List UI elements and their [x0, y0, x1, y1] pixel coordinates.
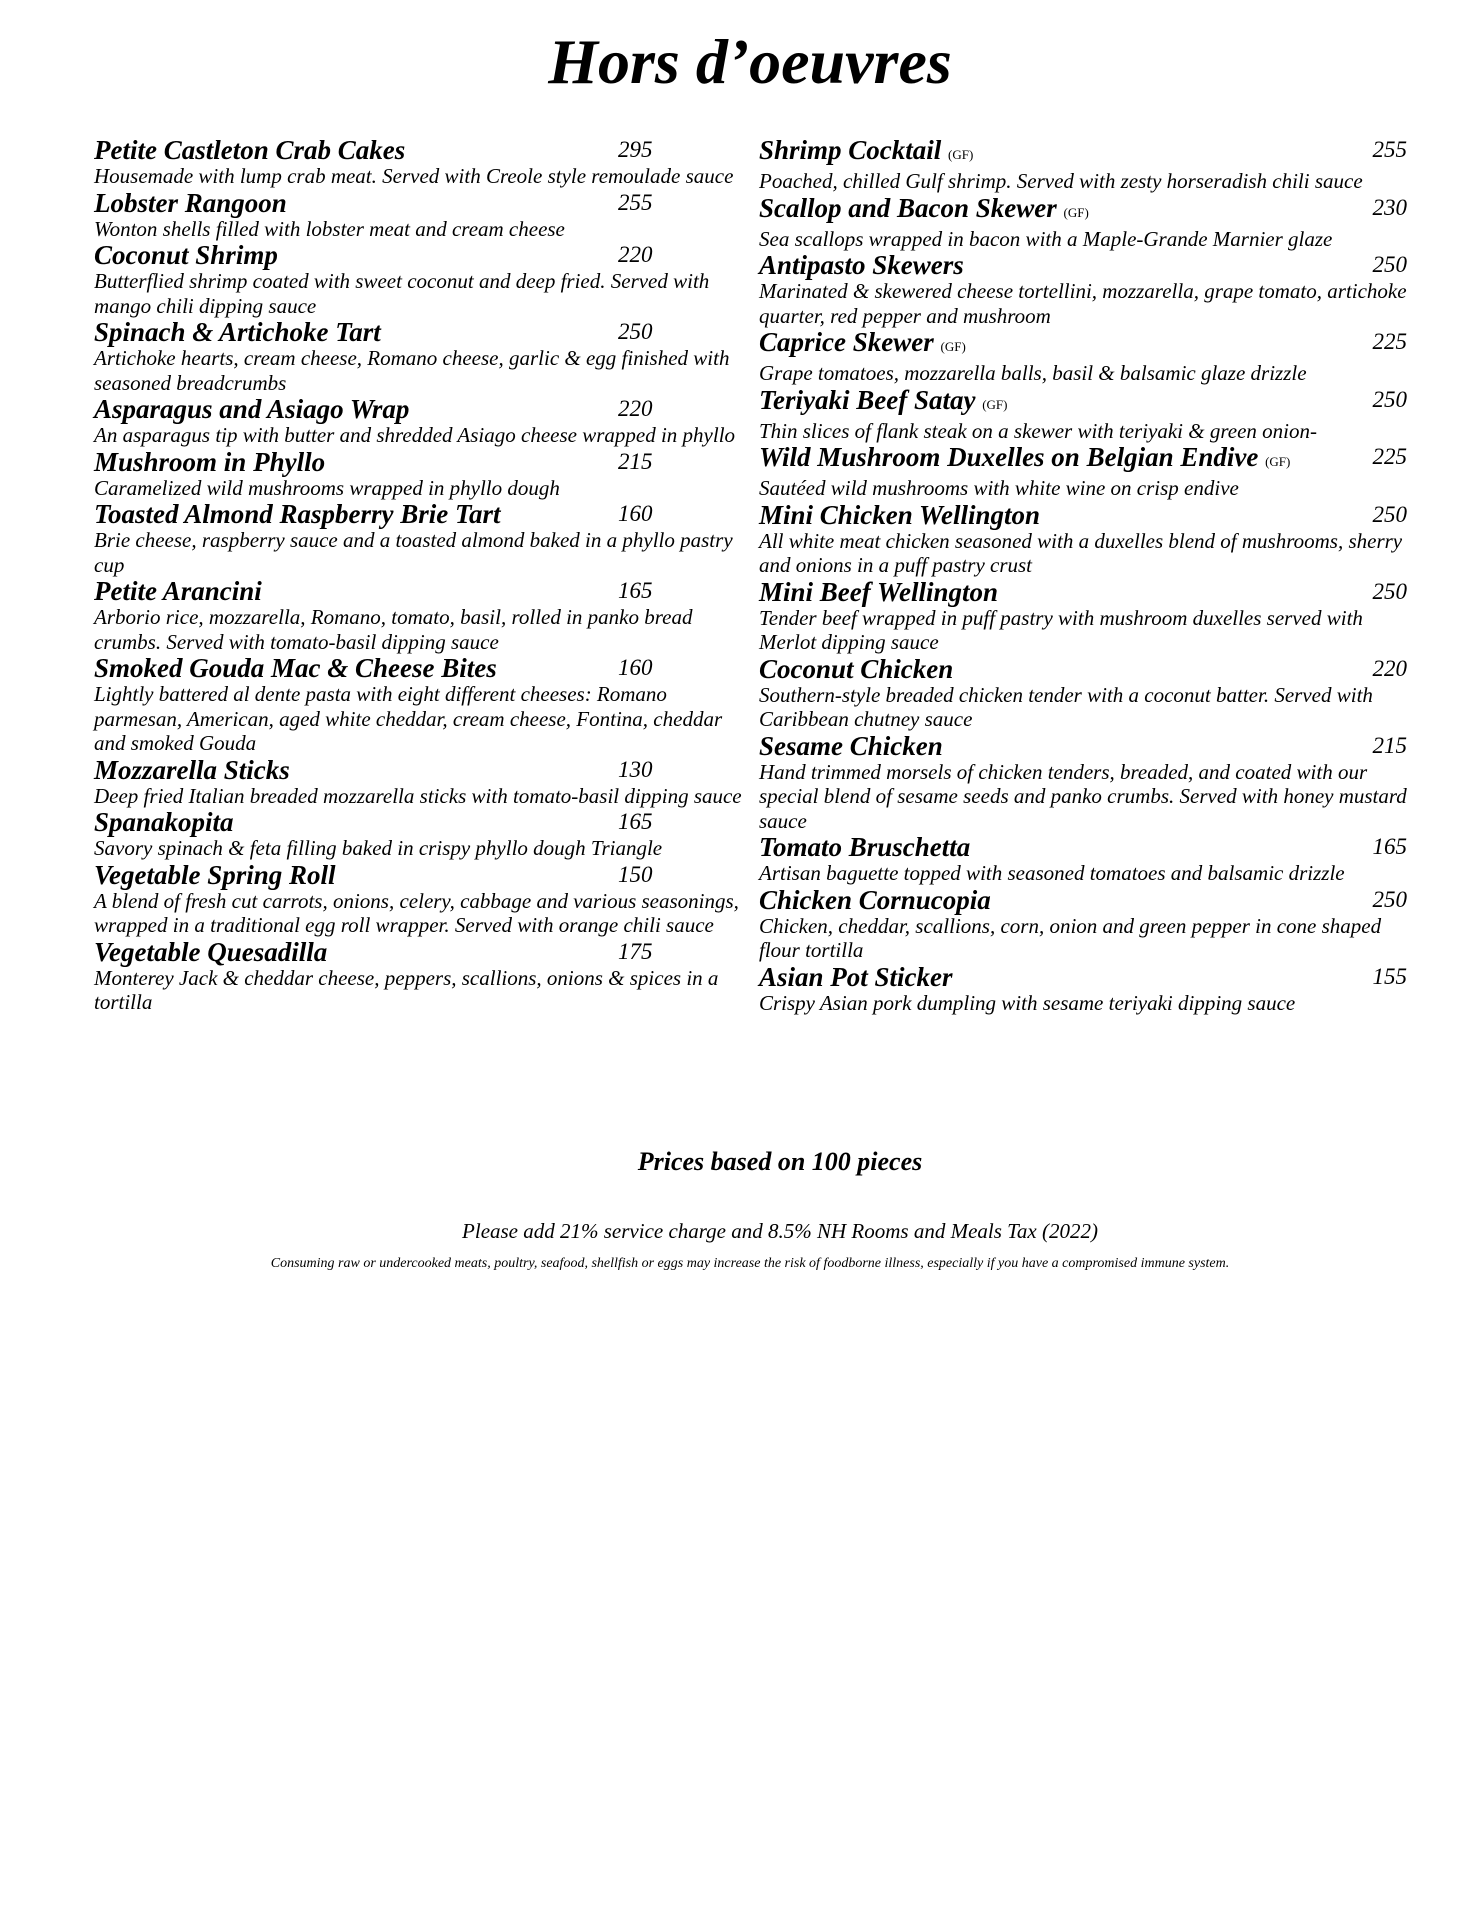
- menu-item-header: [94, 654, 744, 682]
- menu-item-price: 220: [1372, 655, 1407, 681]
- menu-item-description: Deep fried Italian breaded mozzarella sticks with tomato-basil dipping sauce: [94, 783, 742, 808]
- menu-item-price: 165: [618, 809, 653, 834]
- menu-item: [759, 732, 1407, 834]
- menu-item-description: Housemade with lump crab meat. Served with Creole style remoulade sauce: [94, 164, 734, 188]
- menu-item-description: Grape tomatoes, mozzarella balls, basil & balsamic glaze drizzle: [759, 361, 1307, 385]
- menu-item-price: 255: [618, 189, 653, 215]
- menu-item-description: Thin slices of flank steak on a skewer with teriyaki & green onion-: [759, 418, 1317, 443]
- menu-item-price: 165: [618, 578, 653, 603]
- menu-item: [759, 833, 1407, 886]
- menu-item-name: Lobster Rangoon: [94, 187, 287, 218]
- menu-item-description: Monterey Jack & cheddar cheese, peppers, scallions, onions & spices in a tortilla: [94, 965, 719, 1014]
- menu-item-name: Chicken Cornucopia: [759, 884, 991, 915]
- menu-item-price: 250: [618, 319, 653, 344]
- menu-item-header: [94, 756, 744, 784]
- menu-item-header: [94, 808, 744, 836]
- menu-item-header: [759, 443, 1407, 476]
- menu-item-header: [759, 655, 1407, 683]
- menu-item-header: [759, 833, 1407, 861]
- menu-item-price: 250: [1372, 886, 1407, 912]
- menu-item-description: All white meat chicken seasoned with a duxelles blend of mushrooms, sherry and onions in a puff pastry crust: [759, 528, 1403, 577]
- menu-item-description: Artisan baguette topped with seasoned tomatoes and balsamic drizzle: [759, 861, 1345, 885]
- menu-item-price: 255: [1372, 137, 1407, 162]
- menu-item-name: Sesame Chicken: [759, 730, 943, 761]
- menu-item-header: [94, 241, 744, 269]
- menu-item-header: [94, 861, 744, 889]
- menu-item-name: Shrimp Cocktail: [759, 135, 942, 165]
- menu-item-header: [94, 395, 744, 423]
- menu-item: [94, 756, 744, 809]
- menu-item-price: 220: [618, 242, 653, 267]
- menu-item-header: [759, 886, 1407, 914]
- menu-item-price: 160: [618, 655, 653, 680]
- menu-item-header: [94, 136, 744, 164]
- menu-item-description: Chicken, cheddar, scallions, corn, onion and green pepper in cone shaped flour tortilla: [759, 913, 1382, 962]
- menu-item: [759, 251, 1407, 328]
- menu-item-header: [94, 318, 744, 346]
- menu-item-description: Hand trimmed morsels of chicken tenders, breaded, and coated with our special blend of sesame seeds and panko crumbs. Served with honey mustard sauce: [759, 759, 1407, 833]
- menu-item-price: 220: [618, 396, 653, 421]
- gluten-free-tag: (GF): [940, 339, 966, 354]
- menu-item-description: Artichoke hearts, cream cheese, Romano cheese, garlic & egg finished with seasoned breadcrumbs: [94, 346, 730, 395]
- menu-item-name: Petite Arancini: [94, 576, 262, 606]
- service-charge-note: Please add 21% service charge and 8.5% NH Rooms and Meals Tax (2022): [462, 1219, 1098, 1243]
- menu-item-header: [94, 189, 744, 217]
- menu-item-description: Southern-style breaded chicken tender with a coconut batter. Served with Caribbean chutney sauce: [759, 682, 1373, 731]
- menu-item-header: [759, 328, 1407, 361]
- gluten-free-tag: (GF): [982, 396, 1008, 412]
- menu-item-price: 250: [1372, 386, 1407, 412]
- menu-item-price: 160: [618, 501, 653, 526]
- menu-item-name: Tomato Bruschetta: [759, 832, 971, 862]
- menu-item-name: Teriyaki Beef Satay: [759, 384, 976, 415]
- menu-item-header: [94, 448, 744, 476]
- prices-basis-note: Prices based on 100 pieces: [637, 1147, 923, 1176]
- menu-item-header: [94, 577, 744, 605]
- menu-item-name: Spinach & Artichoke Tart: [94, 317, 381, 347]
- menu-item-description: An asparagus tip with butter and shredded Asiago cheese wrapped in phyllo: [94, 423, 736, 447]
- menu-item: [759, 886, 1407, 963]
- menu-item-header: [759, 136, 1407, 169]
- menu-item-price: 225: [1372, 329, 1407, 354]
- left-menu-column: [94, 136, 744, 1015]
- menu-item: [759, 578, 1407, 655]
- menu-item-description: Marinated & skewered cheese tortellini, mozzarella, grape tomato, artichoke quarter, red pepper and mushroom: [759, 279, 1407, 328]
- menu-item-name: Mushroom in Phyllo: [94, 446, 326, 477]
- menu-item-description: Arborio rice, mozzarella, Romano, tomato, basil, rolled in panko bread crumbs. Served with tomato-basil dipping sauce: [94, 605, 693, 654]
- menu-item-name: Coconut Chicken: [759, 653, 954, 684]
- menu-item: [94, 654, 744, 756]
- menu-item: [759, 963, 1407, 1016]
- menu-item-price: 155: [1372, 963, 1407, 989]
- menu-item-name: Caprice Skewer: [759, 327, 934, 357]
- menu-item-name: Antipasto Skewers: [759, 250, 964, 280]
- menu-item-description: Poached, chilled Gulf shrimp. Served with zesty horseradish chili sauce: [759, 169, 1363, 193]
- menu-item-price: 225: [1372, 444, 1407, 469]
- menu-item-header: [759, 386, 1407, 419]
- health-warning-note: Consuming raw or undercooked meats, poultry, seafood, shellfish or eggs may increase the risk of foodborne illness, especially if you have a compromised immune system.: [270, 1256, 1230, 1271]
- menu-item-header: [759, 578, 1407, 606]
- menu-item-name: Mozzarella Sticks: [94, 754, 290, 785]
- page-title: Hors d’oeuvres: [548, 26, 952, 97]
- gluten-free-tag: (GF): [1063, 204, 1089, 220]
- menu-item-description: Butterflied shrimp coated with sweet coconut and deep fried. Served with mango chili dipping sauce: [94, 269, 710, 318]
- right-menu-column: [759, 136, 1407, 1015]
- menu-item-name: Mini Beef Wellington: [759, 576, 999, 607]
- menu-item-description: Sautéed wild mushrooms with white wine on crisp endive: [759, 476, 1239, 500]
- menu-item-price: 250: [1372, 501, 1407, 527]
- menu-item-price: 165: [1372, 834, 1407, 859]
- menu-item: [759, 386, 1407, 444]
- menu-item-name: Asian Pot Sticker: [759, 961, 953, 992]
- menu-item-description: Tender beef wrapped in puff pastry with mushroom duxelles served with Merlot dipping sauce: [759, 605, 1363, 654]
- menu-item: [759, 136, 1407, 194]
- menu-item-price: 215: [618, 448, 653, 474]
- menu-item: [94, 448, 744, 501]
- menu-item-price: 215: [1372, 732, 1407, 758]
- menu-item-name: Toasted Almond Raspberry Brie Tart: [94, 499, 501, 529]
- menu-item-name: Smoked Gouda Mac & Cheese Bites: [94, 653, 497, 683]
- menu-item-name: Vegetable Spring Roll: [94, 859, 336, 890]
- menu-item-name: Vegetable Quesadilla: [94, 936, 328, 967]
- menu-item-price: 150: [618, 861, 653, 887]
- menu-item: [94, 318, 744, 395]
- menu-item-description: A blend of fresh cut carrots, onions, celery, cabbage and various seasonings, wrapped in a traditional egg roll wrapper. Served with orange chili sauce: [94, 888, 739, 937]
- menu-item: [94, 808, 744, 861]
- menu-item: [94, 189, 744, 242]
- gluten-free-tag: (GF): [1265, 454, 1291, 469]
- menu-item: [759, 194, 1407, 252]
- menu-item-price: 250: [1372, 578, 1407, 604]
- menu-item-price: 130: [618, 756, 653, 782]
- menu-item: [94, 500, 744, 577]
- menu-item-description: Lightly battered al dente pasta with eight different cheeses: Romano parmesan, American, aged white cheddar, cream cheese, Fontina, cheddar and smoked Gouda: [94, 682, 723, 755]
- menu-item-name: Scallop and Bacon Skewer: [759, 192, 1057, 223]
- menu-item-header: [94, 938, 744, 966]
- menu-item-name: Spanakopita: [94, 807, 234, 837]
- menu-item: [94, 241, 744, 318]
- menu-item: [94, 395, 744, 448]
- menu-item-name: Asparagus and Asiago Wrap: [94, 394, 410, 424]
- menu-item-header: [759, 501, 1407, 529]
- menu-item: [759, 328, 1407, 386]
- menu-item: [759, 443, 1407, 501]
- gluten-free-tag: (GF): [948, 147, 974, 162]
- menu-item-price: 230: [1372, 194, 1407, 220]
- menu-item: [94, 861, 744, 938]
- menu-item-description: Wonton shells filled with lobster meat and cream cheese: [94, 216, 565, 241]
- menu-item-description: Brie cheese, raspberry sauce and a toasted almond baked in a phyllo pastry cup: [94, 528, 733, 577]
- menu-item-description: Caramelized wild mushrooms wrapped in phyllo dough: [94, 475, 560, 500]
- menu-item-header: [759, 194, 1407, 227]
- menu-item-header: [759, 732, 1407, 760]
- menu-item-price: 175: [618, 938, 653, 964]
- menu-item: [94, 136, 744, 189]
- menu-item-name: Wild Mushroom Duxelles on Belgian Endive: [759, 442, 1259, 472]
- menu-item-name: Coconut Shrimp: [94, 240, 278, 270]
- menu-item-price: 295: [618, 137, 653, 162]
- menu-item: [759, 655, 1407, 732]
- menu-item-description: Crispy Asian pork dumpling with sesame teriyaki dipping sauce: [759, 990, 1296, 1015]
- menu-item-name: Petite Castleton Crab Cakes: [94, 135, 406, 165]
- menu-item-price: 250: [1372, 252, 1407, 277]
- menu-item-header: [759, 251, 1407, 279]
- menu-item-name: Mini Chicken Wellington: [759, 499, 1041, 530]
- menu-item-header: [94, 500, 744, 528]
- menu-item: [94, 577, 744, 654]
- menu-item-description: Sea scallops wrapped in bacon with a Maple-Grande Marnier glaze: [759, 226, 1333, 251]
- menu-item: [759, 501, 1407, 578]
- menu-item-header: [759, 963, 1407, 991]
- menu-item-description: Savory spinach & feta filling baked in crispy phyllo dough Triangle: [94, 836, 663, 860]
- menu-item: [94, 938, 744, 1015]
